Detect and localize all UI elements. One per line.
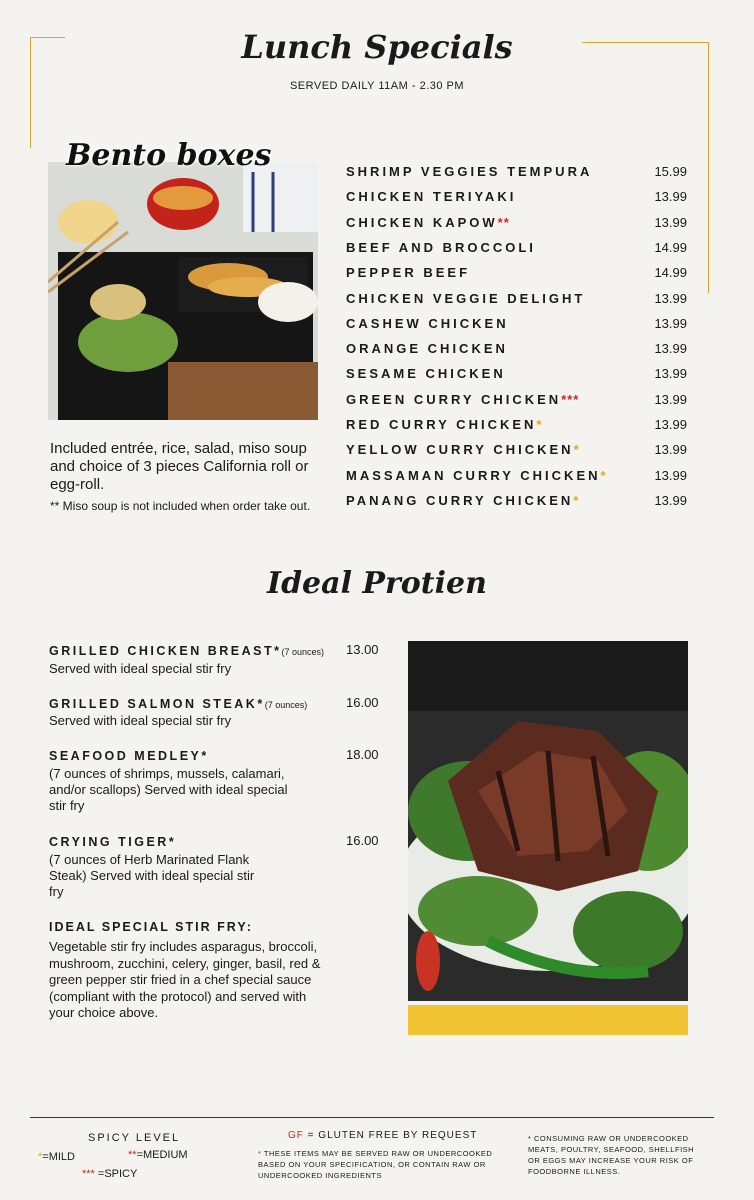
spice-star-icon: *** — [561, 391, 580, 407]
ideal-item-price: 13.00 — [346, 642, 379, 657]
lunch-item-name: RED CURRY CHICKEN — [346, 417, 537, 432]
stir-fry-description: Vegetable stir fry includes asparagus, broccoli, mushroom, zucchini, celery, ginger, basil, red & green pepper stir fried in a chef special sauce (compliant with the protocol) and served with your choice above. — [49, 939, 321, 1020]
lunch-item-row — [346, 240, 691, 262]
footer-divider — [30, 1117, 714, 1118]
bento-section-title: Bento boxes — [66, 138, 272, 173]
star-icon: * — [38, 1151, 43, 1163]
lunch-item-row — [346, 265, 691, 287]
spice-star-icon: ** — [497, 214, 510, 230]
lunch-item-price: 13.99 — [654, 341, 687, 357]
lunch-item-price: 13.99 — [654, 189, 687, 205]
lunch-item-name: PANANG CURRY CHICKEN — [346, 492, 574, 508]
spice-star-icon: * — [573, 492, 580, 508]
ideal-item-name: SEAFOOD MEDLEY* — [49, 749, 209, 763]
lunch-item-row — [346, 189, 691, 211]
lunch-item-row — [346, 417, 691, 439]
lunch-item-name: CHICKEN KAPOW — [346, 214, 498, 230]
spice-star-icon: * — [600, 467, 607, 483]
spicy-level-title: SPICY LEVEL — [88, 1132, 181, 1144]
lunch-item-row — [346, 291, 691, 313]
lunch-item-name: YELLOW CURRY CHICKEN — [346, 442, 574, 458]
lunch-item-price: 14.99 — [654, 265, 687, 281]
lunch-item-price: 13.99 — [654, 315, 687, 331]
star-icon: *** — [82, 1168, 95, 1180]
lunch-item-name: MASSAMAN CURRY CHICKEN — [346, 467, 601, 483]
lunch-item-row — [346, 215, 691, 237]
spice-star-icon: * — [573, 442, 580, 458]
legend-mild: *=MILD — [38, 1151, 75, 1163]
lunch-item-name: SHRIMP VEGGIES TEMPURA — [346, 164, 593, 179]
lunch-item-name: BEEF AND BROCCOLI — [346, 239, 536, 255]
ideal-protein-title: Ideal Protien — [267, 566, 487, 601]
spice-star-icon: * — [536, 417, 543, 432]
legend-medium: **=MEDIUM — [128, 1149, 188, 1161]
lunch-item-row — [346, 366, 691, 388]
steak-photo — [408, 641, 688, 1001]
star-icon: ** — [128, 1149, 137, 1161]
lunch-item-price: 15.99 — [654, 164, 687, 179]
lunch-item-price: 13.99 — [654, 290, 687, 306]
lunch-item-price: 13.99 — [654, 391, 687, 407]
ideal-item-name: CRYING TIGER* — [49, 835, 177, 849]
lunch-item-row — [346, 493, 691, 515]
lunch-item-row — [346, 341, 691, 363]
lunch-item-row — [346, 164, 691, 186]
legend-spicy: *** =SPICY — [82, 1168, 138, 1180]
lunch-item-price: 13.99 — [654, 417, 687, 432]
lunch-item-name: CHICKEN VEGGIE DELIGHT — [346, 290, 586, 306]
ideal-item-description: (7 ounces of shrimps, mussels, calamari, and/or scallops) Served with ideal special stir fry — [49, 766, 288, 813]
lunch-item-price: 13.99 — [654, 442, 687, 458]
lunch-item-name: CASHEW CHICKEN — [346, 315, 509, 331]
lunch-item-price: 14.99 — [654, 239, 687, 255]
bento-box-photo — [48, 162, 318, 420]
ideal-item-description: (7 ounces of Herb Marinated Flank Steak) Served with ideal special stir fry — [49, 852, 255, 899]
page-title: Lunch Specials — [241, 28, 513, 66]
lunch-item-price: 13.99 — [654, 467, 687, 483]
ideal-item-price: 18.00 — [346, 747, 379, 762]
served-hours: SERVED DAILY 11AM - 2.30 PM — [289, 80, 465, 92]
lunch-item-name: CHICKEN TERIYAKI — [346, 189, 517, 205]
lunch-item-name: SESAME CHICKEN — [346, 366, 506, 382]
ideal-item-name: GRILLED CHICKEN BREAST*(7 ounces) — [49, 644, 325, 658]
lunch-item-name: PEPPER BEEF — [346, 265, 471, 281]
lunch-item-row — [346, 468, 691, 490]
bento-description: Included entrée, rice, salad, miso soup and choice of 3 pieces California roll or egg-roll. — [50, 440, 309, 493]
ideal-item-price: 16.00 — [346, 833, 379, 848]
photo-accent-bar — [408, 1005, 688, 1035]
lunch-item-price: 13.99 — [654, 366, 687, 382]
lunch-item-price: 13.99 — [654, 214, 687, 230]
ideal-item-price: 16.00 — [346, 695, 379, 710]
lunch-item-row — [346, 392, 691, 414]
bento-note: ** Miso soup is not included when order take out. — [50, 499, 311, 513]
lunch-item-price: 13.99 — [654, 492, 687, 508]
lunch-item-row — [346, 442, 691, 464]
ideal-item-description: Served with ideal special stir fry — [49, 661, 232, 676]
ideal-item-description: Served with ideal special stir fry — [49, 713, 232, 728]
lunch-item-name: ORANGE CHICKEN — [346, 341, 508, 357]
consumer-advisory: * CONSUMING RAW OR UNDERCOOKED MEATS, POULTRY, SEAFOOD, SHELLFISH OR EGGS MAY INCREASE YOUR RISK OF FOODBORNE ILLNESS. — [528, 1134, 695, 1176]
lunch-item-name: GREEN CURRY CHICKEN — [346, 391, 562, 407]
ideal-item-name: GRILLED SALMON STEAK*(7 ounces) — [49, 697, 308, 711]
stir-fry-heading: IDEAL SPECIAL STIR FRY: — [49, 920, 253, 934]
gluten-free-note: GF = GLUTEN FREE BY REQUEST — [288, 1130, 478, 1141]
raw-items-note: * THESE ITEMS MAY BE SERVED RAW OR UNDERCOOKED BASED ON YOUR SPECIFICATION, OR CONTAIN RAW OR UNDERCOOKED INGREDIENTS — [258, 1149, 493, 1180]
lunch-item-row — [346, 316, 691, 338]
